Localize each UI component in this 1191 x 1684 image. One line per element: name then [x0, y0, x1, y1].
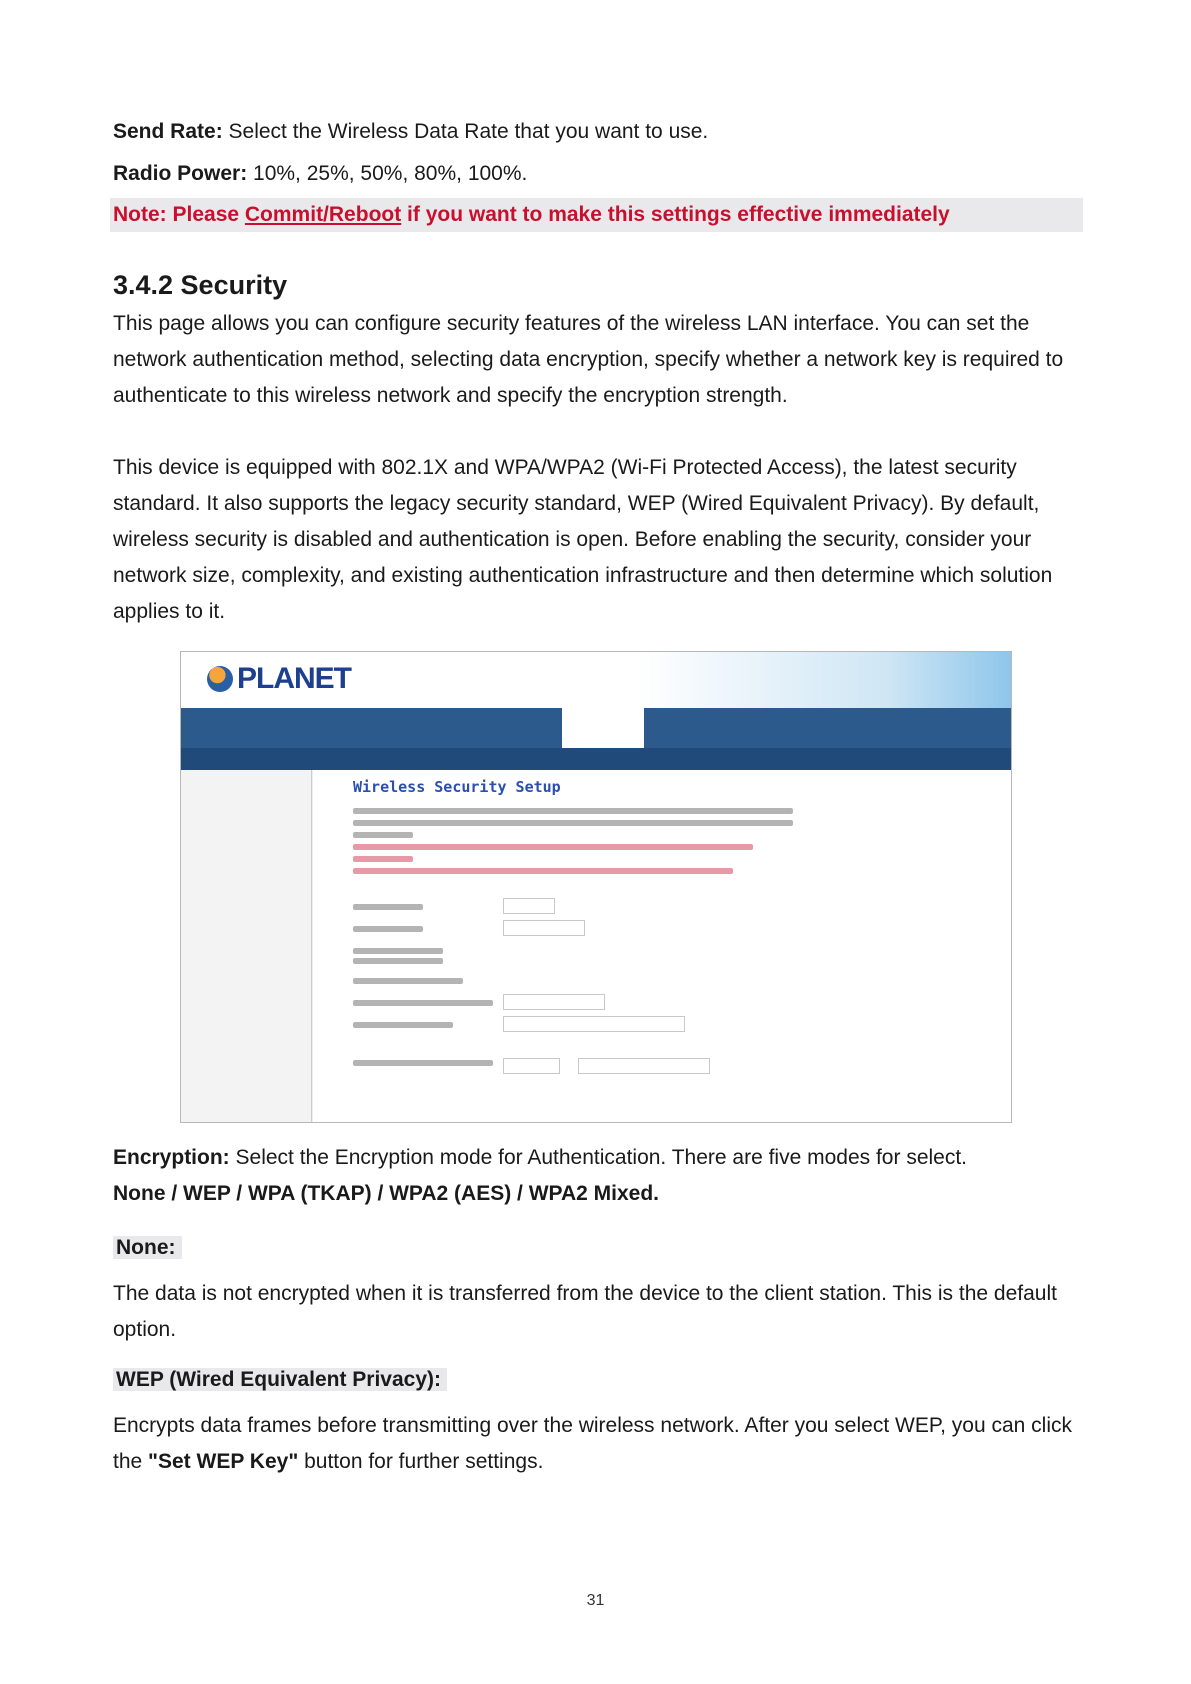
set-wep-key-reference: "Set WEP Key" [148, 1450, 299, 1473]
none-description: The data is not encrypted when it is transferred from the device to the client station. This is the default option. [113, 1282, 1057, 1341]
screenshot-tab [726, 708, 808, 748]
screenshot-field-label [353, 1022, 453, 1028]
screenshot-field-box [503, 994, 605, 1010]
screenshot-note-line [353, 844, 753, 850]
planet-logo-text: PLANET [237, 662, 351, 695]
screenshot-main [313, 770, 1011, 1122]
wep-text-after: button for further settings. [298, 1450, 544, 1473]
screenshot-field-label [353, 1000, 493, 1006]
none-heading: None: [113, 1236, 182, 1259]
screenshot-header [181, 652, 1011, 708]
encryption-paragraph [113, 1140, 1078, 1176]
radio-power-label: Radio Power: [113, 162, 248, 185]
screenshot-tabs [316, 708, 972, 748]
screenshot-tab [808, 708, 890, 748]
radio-power-paragraph [113, 156, 1078, 192]
screenshot-text-line [353, 808, 793, 814]
screenshot-page-heading: Wireless Security Setup [353, 778, 561, 796]
section-title: 3.4.2 Security [113, 270, 288, 300]
screenshot-body [181, 770, 1011, 1122]
screenshot-navbar [181, 708, 1011, 748]
screenshot-field-box [578, 1058, 710, 1074]
encryption-modes: None / WEP / WPA (TKAP) / WPA2 (AES) / WPA2 Mixed. [113, 1182, 660, 1205]
note-suffix: if you want to make this settings effective immediately [401, 203, 950, 226]
wep-heading: WEP (Wired Equivalent Privacy): [113, 1368, 447, 1391]
screenshot-field-label [353, 978, 463, 984]
intro-paragraph-2: This device is equipped with 802.1X and WPA/WPA2 (Wi-Fi Protected Access), the latest security standard. It also supports the legacy security standard, WEP (Wired Equivalent Privacy). By default, wireless security is disabled and authentication is open. Before enabling the security, consider your network size, complexity, and existing authentication infrastructure and then determine which solution applies to it. [113, 456, 1053, 623]
send-rate-paragraph [113, 114, 1078, 150]
screenshot-tab-active [562, 708, 644, 748]
page-number: 31 [586, 1592, 605, 1609]
radio-power-text: 10%, 25%, 50%, 80%, 100%. [247, 162, 528, 185]
screenshot-sidebar [181, 770, 312, 1122]
screenshot-field-label [353, 948, 443, 954]
note-prefix: Note: Please [113, 203, 245, 226]
screenshot-text-line [353, 832, 413, 838]
screenshot-field-box [503, 1016, 685, 1032]
send-rate-text: Select the Wireless Data Rate that you want to use. [222, 120, 709, 143]
screenshot-field-box [503, 898, 555, 914]
screenshot-field-box [503, 1058, 560, 1074]
screenshot-note-line [353, 856, 413, 862]
screenshot-tab [890, 708, 972, 748]
wireless-security-screenshot [180, 651, 1012, 1123]
encryption-label: Encryption: [113, 1146, 230, 1169]
encryption-text: Select the Encryption mode for Authentication. There are five modes for select. [229, 1146, 968, 1169]
wep-text-before: Encrypts data frames before transmitting over the wireless network. After you select WEP, you can click the [113, 1414, 1073, 1473]
screenshot-note-line [353, 868, 733, 874]
wep-description [113, 1408, 1078, 1480]
screenshot-encryption-select [503, 920, 585, 936]
screenshot-text-line [353, 820, 793, 826]
screenshot-field-label [353, 926, 423, 932]
commit-reboot-note [110, 198, 1083, 232]
screenshot-field-label [353, 1060, 493, 1066]
wep-heading-row [113, 1362, 1078, 1398]
screenshot-tab [480, 708, 562, 748]
none-heading-row [113, 1230, 1078, 1266]
send-rate-label: Send Rate: [113, 120, 223, 143]
screenshot-field-label [353, 904, 423, 910]
planet-logo-icon [207, 666, 233, 692]
screenshot-field-label [353, 958, 443, 964]
commit-reboot-link[interactable]: Commit/Reboot [244, 203, 402, 226]
intro-paragraph-1: This page allows you can configure security features of the wireless LAN interface. You can set the network authentication method, selecting data encryption, specify whether a network key is required to authenticate to this wireless network and specify the encryption strength. [113, 312, 1064, 407]
screenshot-tab [316, 708, 398, 748]
screenshot-tab [398, 708, 480, 748]
screenshot-tab [644, 708, 726, 748]
screenshot-subnav [181, 748, 1011, 770]
planet-logo [207, 662, 351, 696]
